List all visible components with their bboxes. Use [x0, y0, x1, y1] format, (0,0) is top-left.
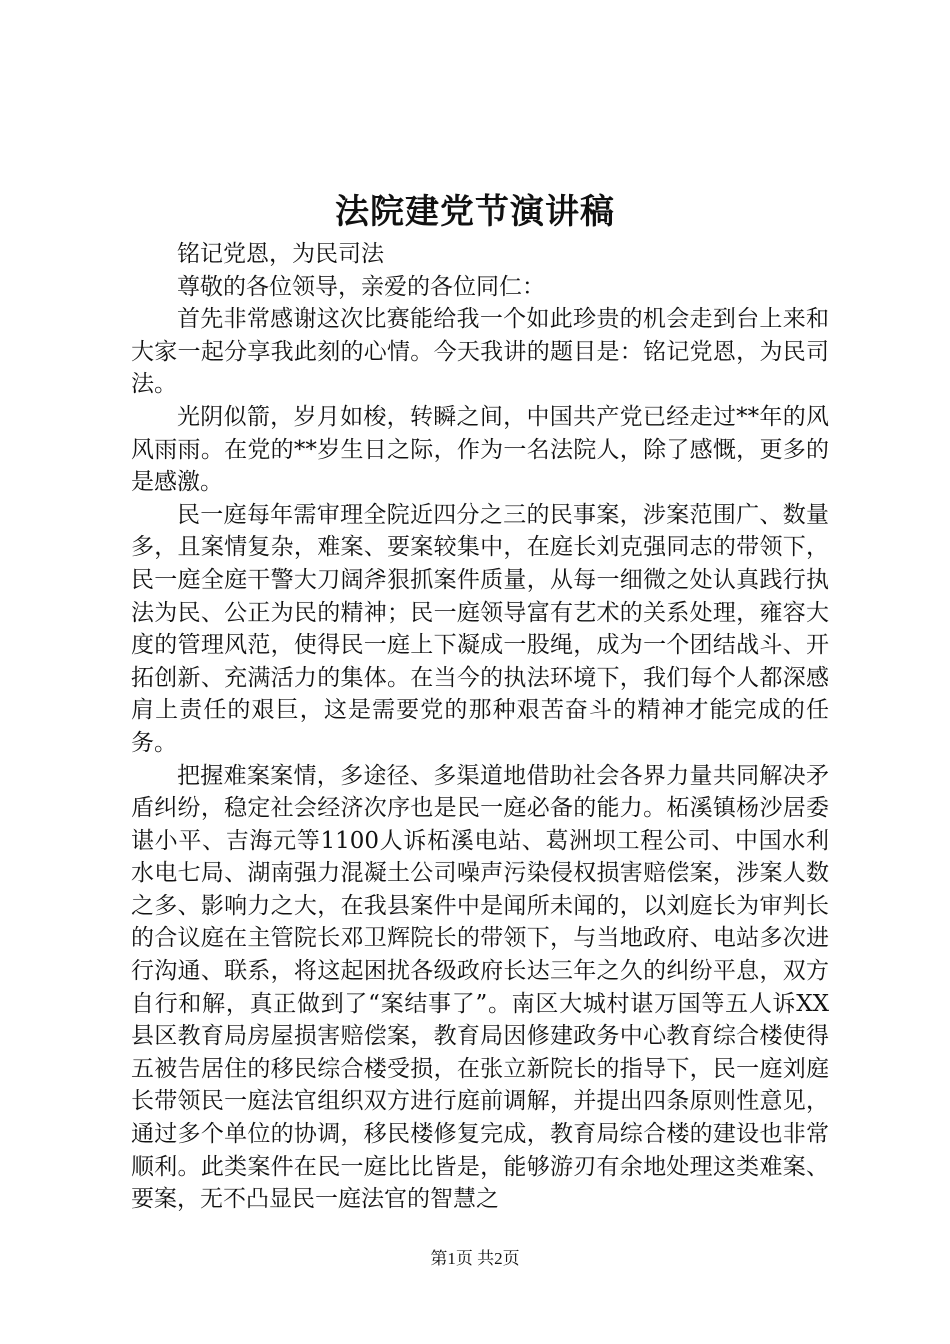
paragraph: 把握难案案情，多途径、多渠道地借助社会各界力量共同解决矛盾纠纷，稳定社会经济次序也是民一庭必备的能力。柘溪镇杨沙居委谌小平、吉海元等1100人诉柘溪电站、葛洲坝工程公司、中国水利水电七局、湖南强力混凝土公司噪声污染侵权损害赔偿案，涉案人数之多、影响力之大，在我县案件中是闻所未闻的，以刘庭长为审判长的合议庭在主管院长邓卫辉院长的带领下，与当地政府、电站多次进行沟通、联系，将这起困扰各级政府长达三年之久的纠纷平息，双方自行和解，真正做到了“案结事了”。南区大城村谌万国等五人诉XX县区教育局房屋损害赔偿案，教育局因修建政务中心教育综合楼使得五被告居住的移民综合楼受损，在张立新院长的指导下，民一庭刘庭长带领民一庭法官组织双方进行庭前调解，并提出四条原则性意见，通过多个单位的协调，移民楼修复完成，教育局综合楼的建设也非常顺利。此类案件在民一庭比比皆是，能够游刃有余地处理这类难案、要案，无不凸显民一庭法官的智慧之 — [131, 762, 829, 1213]
document-title: 法院建党节演讲稿 — [335, 192, 615, 232]
paragraph: 首先非常感谢这次比赛能给我一个如此珍贵的机会走到台上来和大家一起分享我此刻的心情。今天我讲的题目是：铭记党恩，为民司法。 — [131, 306, 829, 398]
page-footer: 第1页 共2页 — [430, 1249, 520, 1268]
speech-subtitle: 铭记党恩，为民司法 — [177, 241, 384, 267]
salutation: 尊敬的各位领导，亲爱的各位同仁： — [177, 273, 545, 300]
paragraph: 光阴似箭，岁月如梭，转瞬之间，中国共产党已经走过**年的风风雨雨。在党的**岁生日之际，作为一名法院人，除了感慨，更多的是感激。 — [131, 403, 829, 496]
paragraph: 民一庭每年需审理全院近四分之三的民事案，涉案范围广、数量多，且案情复杂，难案、要案较集中，在庭长刘克强同志的带领下，民一庭全庭干警大刀阔斧狠抓案件质量，从每一细微之处认真践行执法为民、公正为民的精神；民一庭领导富有艺术的关系处理，雍容大度的管理风范，使得民一庭上下凝成一股绳，成为一个团结战斗、开拓创新、充满活力的集体。在当今的执法环境下，我们每个人都深感肩上责任的艰巨，这是需要党的那种艰苦奋斗的精神才能完成的任务。 — [131, 501, 829, 756]
document-body — [131, 238, 829, 1216]
